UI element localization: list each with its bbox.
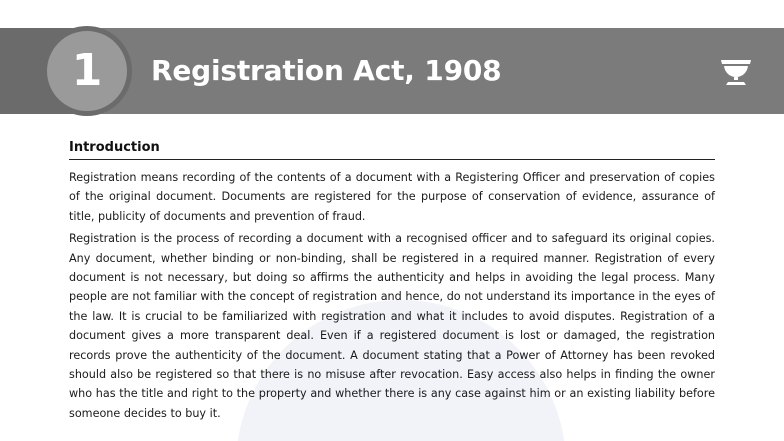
section-heading: Introduction (69, 138, 715, 160)
chapter-number-badge (42, 26, 132, 116)
intro-paragraph-1: Registration means recording of the contents of a document with a Registering Officer and preservation of copies of the original document. Documents are registered for the purpose of conservation of evidence, assurance of title, publicity of documents and prevention of fraud. (69, 171, 715, 223)
chapter-number: 1 (71, 45, 103, 96)
trophy-icon (719, 58, 753, 86)
main-content (69, 138, 715, 423)
intro-paragraph-2: Registration is the process of recording a document with a recognised officer and to safeguard its original copies. Any document, whether binding or non-binding, shall be registered in a required manner. Registration of every document is not necessary, but doing so affirms the authenticity and helps in avoiding the legal process. Many people are not familiar with the concept of registration and hence, do not understand its importance in the eyes of the law. It is crucial to be familiarized with registration and what it includes to avoid disputes. Registration of a document gives a more transparent deal. Even if a registered document is lost or damaged, the registration records prove the authenticity of the document. A document stating that a Power of Attorney has been revoked should also be registered so that there is no misuse after revocation. Easy access also helps in finding the owner who has the title and right to the property and whether there is any case against him or an existing liability before someone decides to buy it. (69, 232, 715, 420)
chapter-title: Registration Act, 1908 (151, 54, 502, 87)
